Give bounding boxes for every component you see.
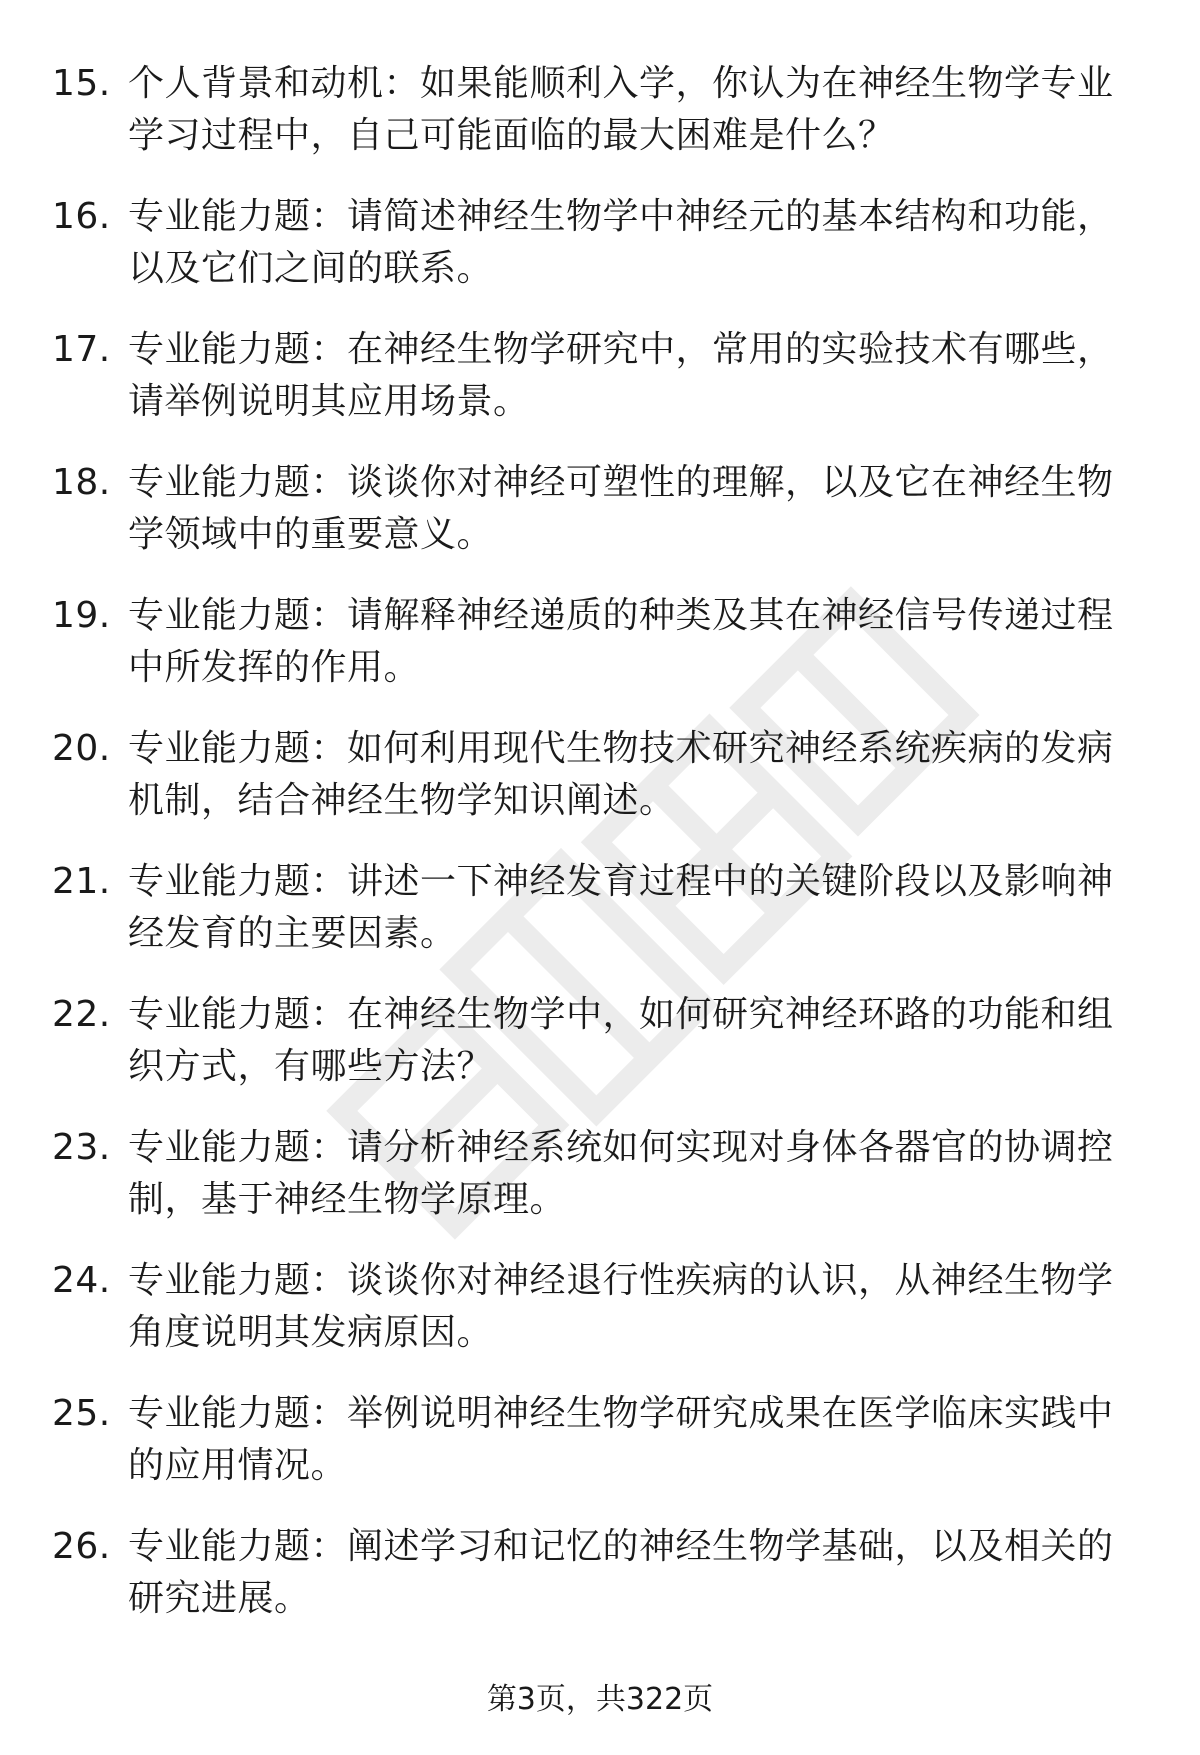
question-text: 个人背景和动机：如果能顺利入学，你认为在神经生物学专业学习过程中，自己可能面临的最大困难是什么？ [128,63,1114,156]
question-item [0,191,1200,324]
question-text: 专业能力题：请简述神经生物学中神经元的基本结构和功能，以及它们之间的联系。 [128,196,1114,289]
question-number: 26. [52,1526,111,1567]
question-text: 专业能力题：在神经生物学中，如何研究神经环路的功能和组织方式，有哪些方法？ [128,994,1114,1087]
question-number: 21. [52,861,111,902]
question-text: 专业能力题：如何利用现代生物技术研究神经系统疾病的发病机制，结合神经生物学知识阐述。 [128,728,1114,821]
question-text: 专业能力题：请解释神经递质的种类及其在神经信号传递过程中所发挥的作用。 [128,595,1114,688]
question-text: 专业能力题：在神经生物学研究中，常用的实验技术有哪些，请举例说明其应用场景。 [128,329,1114,422]
question-number: 23. [52,1127,111,1168]
question-item [0,1122,1200,1255]
question-number: 25. [52,1393,111,1434]
page-footer: 第3页，共322页 [486,1682,714,1717]
question-text: 专业能力题：请分析神经系统如何实现对身体各器官的协调控制，基于神经生物学原理。 [128,1127,1114,1220]
question-text: 专业能力题：阐述学习和记忆的神经生物学基础，以及相关的研究进展。 [128,1526,1114,1619]
question-number: 22. [52,994,111,1035]
question-number: 16. [52,196,111,237]
question-number: 18. [52,462,111,503]
question-item [0,457,1200,590]
question-item [0,1255,1200,1388]
question-text: 专业能力题：谈谈你对神经可塑性的理解，以及它在神经生物学领域中的重要意义。 [128,462,1114,555]
question-list [0,58,1200,1654]
question-item [0,989,1200,1122]
question-item [0,723,1200,856]
question-item [0,324,1200,457]
question-text: 专业能力题：谈谈你对神经退行性疾病的认识，从神经生物学角度说明其发病原因。 [128,1260,1114,1353]
question-item [0,856,1200,989]
question-text: 专业能力题：讲述一下神经发育过程中的关键阶段以及影响神经发育的主要因素。 [128,861,1114,954]
question-item [0,1388,1200,1521]
question-number: 17. [52,329,111,370]
question-number: 15. [52,63,111,104]
question-number: 20. [52,728,111,769]
question-number: 19. [52,595,111,636]
question-item [0,1521,1200,1654]
question-item [0,58,1200,191]
question-item [0,590,1200,723]
question-text: 专业能力题：举例说明神经生物学研究成果在医学临床实践中的应用情况。 [128,1393,1114,1486]
question-number: 24. [52,1260,111,1301]
